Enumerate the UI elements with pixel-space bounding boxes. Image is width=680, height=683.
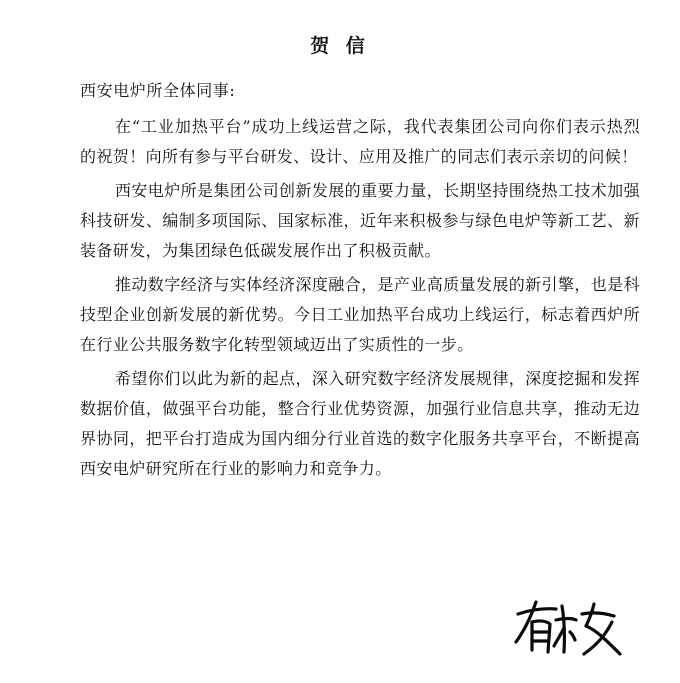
- letter-title: 贺 信: [310, 35, 370, 57]
- handwritten-signature: [510, 596, 630, 660]
- signature-stroke: [532, 621, 550, 652]
- paragraph-achievements: 西安电炉所是集团公司创新发展的重要力量，长期坚持围绕热工技术加强科技研发、编制多项国际、国家标准，近年来积极参与绿色电炉等新工艺、新装备研发，为集团绿色低碳发展作出了积极贡献。: [80, 181, 640, 260]
- signature-stroke: [570, 632, 575, 640]
- signature-stroke: [554, 628, 564, 646]
- signature-stroke: [518, 609, 556, 614]
- salutation: 西安电炉所全体同事:: [80, 81, 236, 100]
- paragraph-digital-economy: 推动数字经济与实体经济深度融合，是产业高质量发展的新引擎，也是科技型企业创新发展的新优势。今日工业加热平台成功上线运行，标志着西炉所在行业公共服务数字化转型领域迈出了实质性的一步。: [80, 275, 640, 354]
- letter-body: [80, 112, 640, 488]
- paragraph-expectations: 希望你们以此为新的起点，深入研究数字经济发展规律，深度挖掘和发挥数据价值，做强平台功能，整合行业优势资源，加强行业信息共享，推动无边界协同，把平台打造成为国内细分行业首选的数字化服务共享平台，不断提高西安电炉研究所在行业的影响力和竞争力。: [80, 369, 640, 478]
- signature-stroke: [586, 604, 594, 626]
- signature-stroke: [582, 613, 614, 616]
- signature-stroke: [556, 619, 576, 621]
- paragraph-congratulations: 在“工业加热平台”成功上线运营之际，我代表集团公司向你们表示热烈的祝贺！向所有参与平台研发、设计、应用及推广的同志们表示亲切的问候！: [80, 117, 640, 166]
